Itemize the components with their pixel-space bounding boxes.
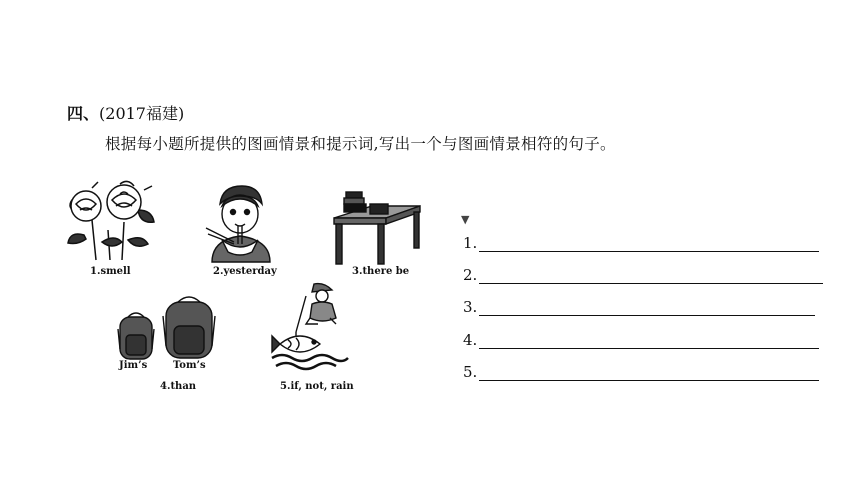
section-number: 四、 [67,104,100,123]
picture-4-caption: 4.than [160,381,197,392]
answer-number: 5. [463,363,478,381]
toms-backpack-image [160,294,218,360]
answer-number: 1. [463,234,478,252]
answer-line-4[interactable] [463,331,819,349]
jims-backpack-image [114,311,158,361]
answer-number: 3. [463,298,478,316]
picture-5-caption: 5.if, not, rain [280,381,354,392]
answer-number: 2. [463,266,478,284]
triangle-marker-icon: ▼ [461,213,470,226]
boy-eating-image [202,184,274,264]
section-source: (2017福建) [99,104,185,123]
answer-line-5[interactable] [463,363,819,381]
jims-label: Jim’s [119,360,148,371]
section-title [67,101,184,124]
picture-2-caption: 2.yesterday [213,266,277,277]
instruction-text: 根据每小题所提供的图画情景和提示词,写出一个与图画情景相符的句子。 [105,135,616,153]
fishing-image [270,282,350,376]
flowers-image [62,180,158,262]
picture-1-caption: 1.smell [90,266,131,277]
answer-line-3[interactable] [463,298,815,316]
picture-3-caption: 3.there be [352,266,410,277]
toms-label: Tom’s [173,360,206,371]
answer-line-1[interactable] [463,234,819,252]
answer-line-2[interactable] [463,266,823,284]
books-table-image [332,190,424,266]
answer-number: 4. [463,331,478,349]
